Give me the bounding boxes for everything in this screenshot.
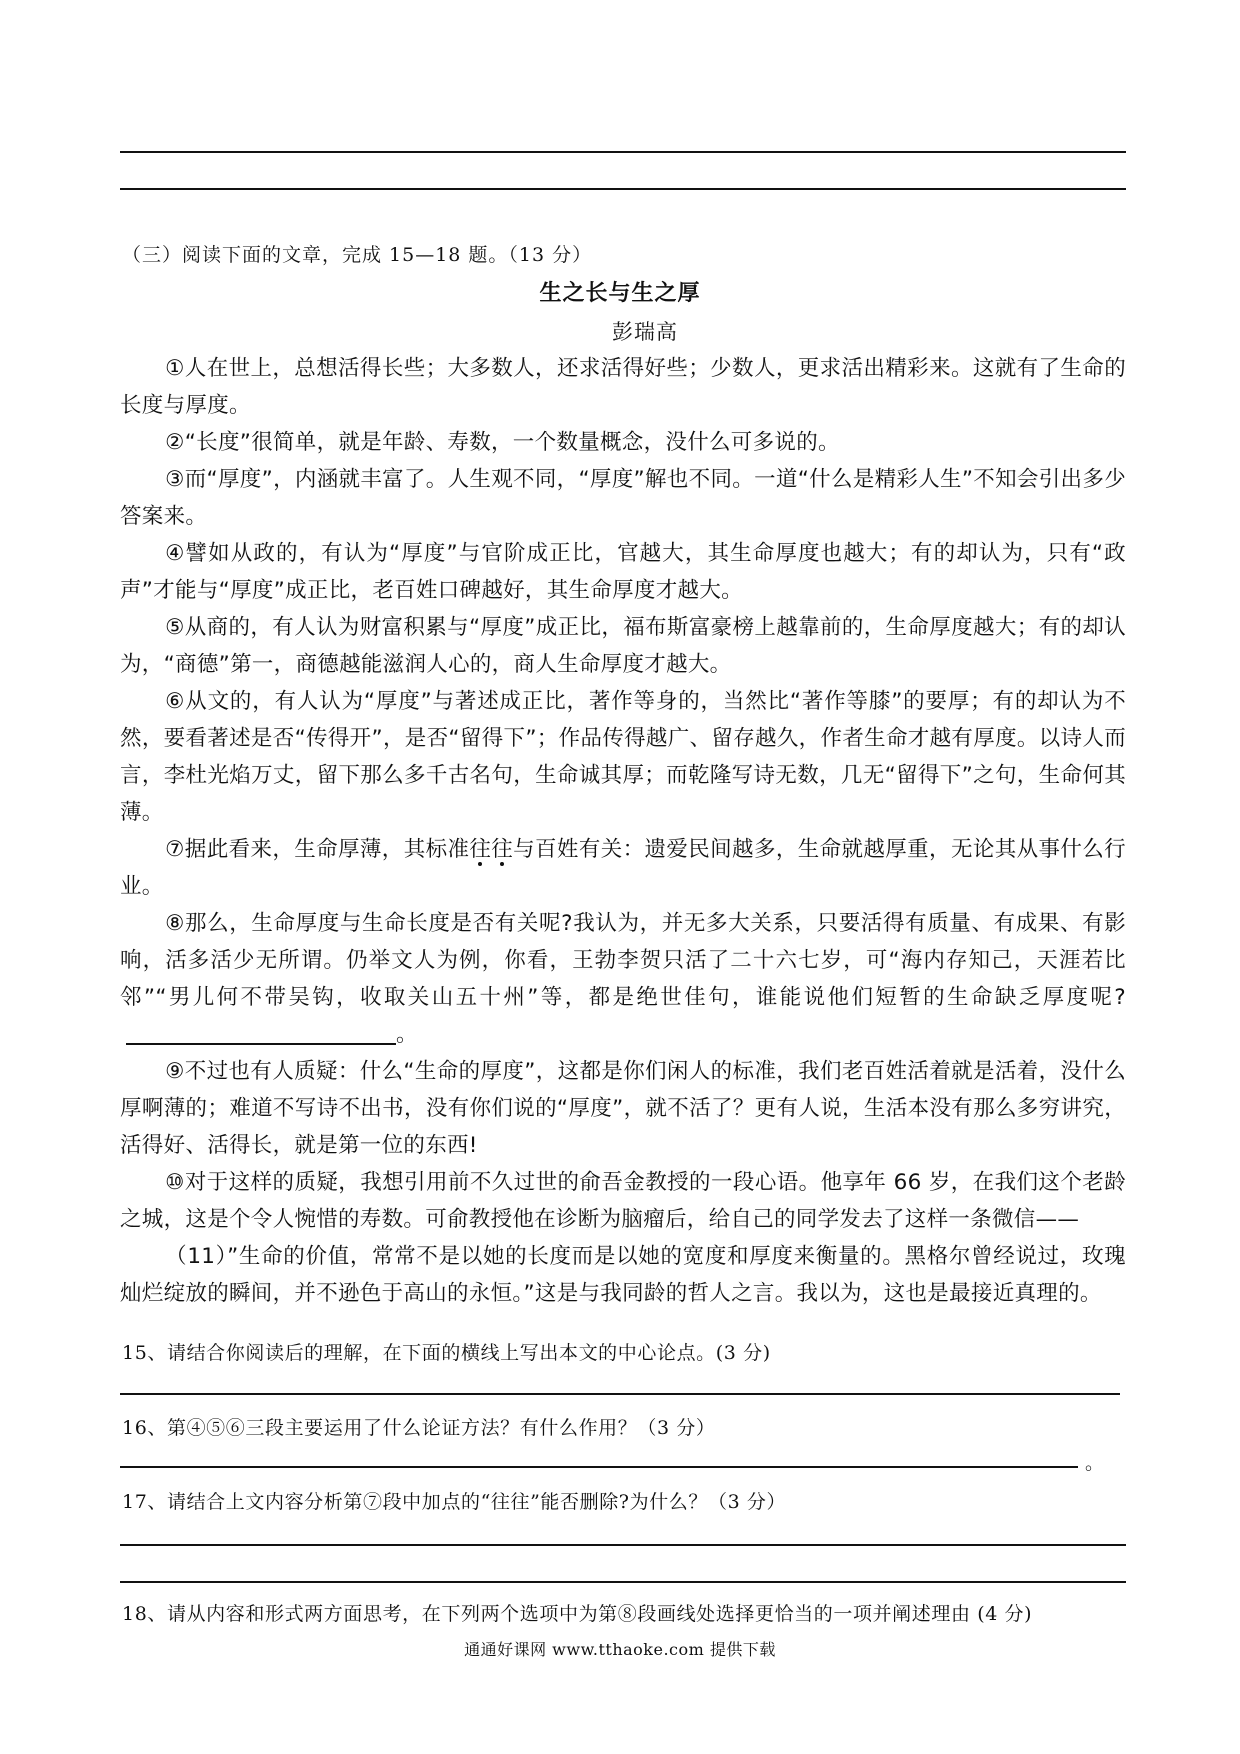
paragraph-10: ⑩对于这样的质疑，我想引用前不久过世的俞吾金教授的一段心语。他享年 66 岁，在我们这个老龄之城，这是个令人惋惜的寿数。可俞教授他在诊断为脑瘤后，给自己的同学发去了这样一条微信—— <box>120 1170 1126 1232</box>
answer-period: 。 <box>1085 1452 1105 1474</box>
article-body <box>120 350 1126 1312</box>
question-17: 17、请结合上文内容分析第⑦段中加点的“往往”能否删除?为什么？（3 分） <box>122 1491 787 1513</box>
paragraph-4: ④譬如从政的，有认为“厚度”与官阶成正比，官越大，其生命厚度也越大；有的却认为，只有“政声”才能与“厚度”成正比，老百姓口碑越好，其生命厚度才越大。 <box>120 541 1126 603</box>
paragraph-8-text: ⑧那么，生命厚度与生命长度是否有关呢?我认为，并无多大关系，只要活得有质量、有成果、有影响，活多活少无所谓。仍举文人为例，你看，王勃李贺只活了二十六七岁，可“海内存知己，天涯若比邻”“男儿何不带吴钩，收取关山五十州”等，都是绝世佳句，谁能说他们短暂的生命缺乏厚度呢? <box>120 911 1126 1010</box>
paragraph-6: ⑥从文的，有人认为“厚度”与著述成正比，著作等身的，当然比“著作等膝”的要厚；有的却认为不然，要看著述是否“传得开”，是否“留得下”；作品传得越广、留存越久，作者生命才越有厚度。以诗人而言，李杜光焰万丈，留下那么多千古名句，生命诚其厚；而乾隆写诗无数，几无“留得下”之句，生命何其薄。 <box>120 689 1126 825</box>
answer-line[interactable] <box>120 1393 1120 1395</box>
page-footer: 通通好课网 www.tthaoke.com 提供下载 <box>464 1640 776 1659</box>
paragraph-8-end: 。 <box>396 1022 418 1047</box>
paragraph-2: ②“长度”很简单，就是年龄、寿数，一个数量概念，没什么可多说的。 <box>165 430 840 455</box>
question-15: 15、请结合你阅读后的理解，在下面的横线上写出本文的中心论点。(3 分) <box>122 1342 771 1364</box>
section-header: （三）阅读下面的文章，完成 15—18 题。（13 分） <box>122 244 593 266</box>
paragraph-5: ⑤从商的，有人认为财富积累与“厚度”成正比，福布斯富豪榜上越靠前的，生命厚度越大；有的却认为，“商德”第一，商德越能滋润人心的，商人生命厚度才越大。 <box>120 615 1126 677</box>
dotted-char: 往 <box>469 837 492 862</box>
dotted-word <box>469 837 513 862</box>
fill-in-blank[interactable] <box>126 1021 396 1045</box>
paragraph-1: ①人在世上，总想活得长些；大多数人，还求活得好些；少数人，更求活出精彩来。这就有了生命的长度与厚度。 <box>120 356 1126 418</box>
paragraph-7-text-a: ⑦据此看来，生命厚薄，其标准 <box>165 837 470 862</box>
paragraph-11: （11）”生命的价值，常常不是以她的长度而是以她的宽度和厚度来衡量的。黑格尔曾经说过，玫瑰灿烂绽放的瞬间，并不逊色于高山的永恒。”这是与我同龄的哲人之言。我以为，这也是最接近真理的。 <box>120 1244 1126 1306</box>
answer-line <box>120 188 1126 190</box>
paragraph-7-text-b: 与百姓有关：遗爱民间越多，生命就越厚重，无论其从事什么行业。 <box>120 837 1126 899</box>
article-title: 生之长与生之厚 <box>539 281 701 306</box>
dotted-char: 往 <box>491 837 514 862</box>
answer-line[interactable] <box>120 1466 1078 1468</box>
answer-line[interactable] <box>120 1544 1126 1546</box>
answer-line <box>120 151 1126 153</box>
question-18: 18、请从内容和形式两方面思考，在下列两个选项中为第⑧段画线处选择更恰当的一项并阐述理由 (4 分) <box>122 1603 1033 1625</box>
answer-line[interactable] <box>120 1581 1126 1583</box>
article-author: 彭瑞高 <box>612 320 678 344</box>
paragraph-7 <box>120 831 1126 905</box>
paragraph-8 <box>120 905 1126 1053</box>
paragraph-9: ⑨不过也有人质疑：什么“生命的厚度”，这都是你们闲人的标准，我们老百姓活着就是活着，没什么厚啊薄的；难道不写诗不出书，没有你们说的“厚度”，就不活了？更有人说，生活本没有那么多穷讲究，活得好、活得长，就是第一位的东西! <box>120 1059 1126 1158</box>
question-16: 16、第④⑤⑥三段主要运用了什么论证方法？有什么作用？（3 分） <box>122 1417 716 1439</box>
paragraph-3: ③而“厚度”，内涵就丰富了。人生观不同，“厚度”解也不同。一道“什么是精彩人生”不知会引出多少答案来。 <box>120 467 1126 529</box>
